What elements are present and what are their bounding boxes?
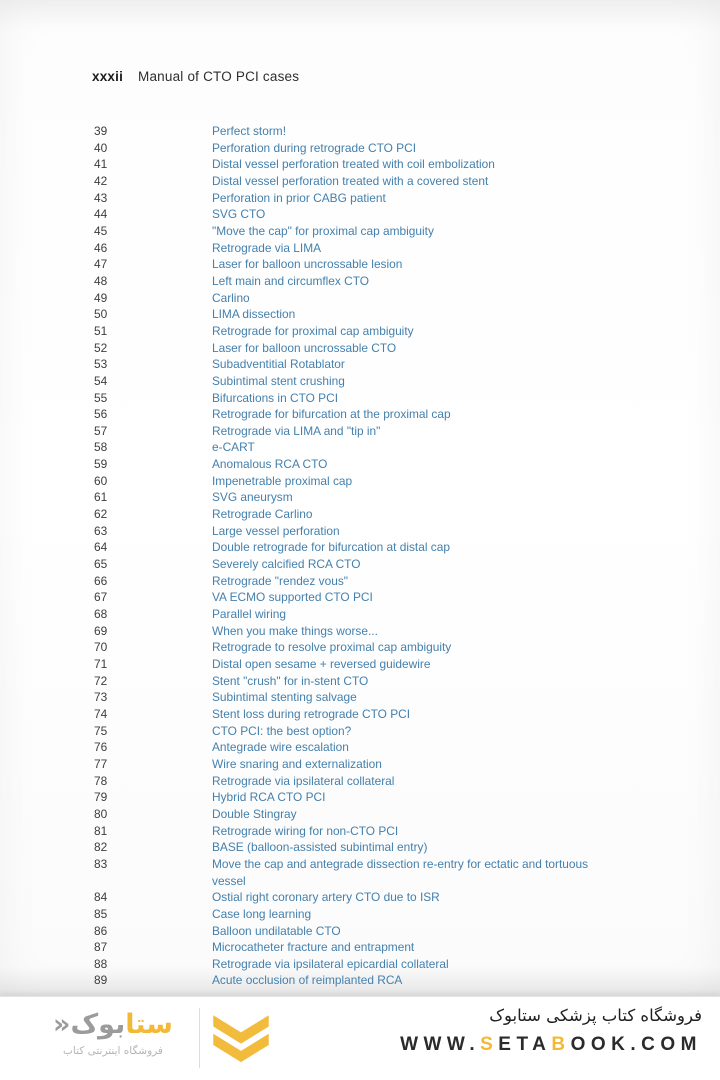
toc-row: [94, 456, 654, 473]
toc-entry-number: 43: [94, 190, 108, 205]
toc-entry-title: Case long learning: [212, 906, 312, 921]
toc-row: [94, 556, 654, 573]
toc-entry-number: 42: [94, 173, 108, 188]
toc-row: [94, 323, 654, 340]
toc-entry-number: 72: [94, 673, 108, 688]
toc-entry-number: 86: [94, 923, 108, 938]
url-part-highlight: S: [480, 1034, 499, 1055]
toc-entry-title: Subadventitial Rotablator: [212, 357, 345, 372]
toc-row: [94, 573, 654, 590]
toc-row: [94, 956, 654, 973]
toc-entry-number: 61: [94, 490, 108, 505]
toc-entry-number: 53: [94, 357, 108, 372]
toc-row: [94, 723, 654, 740]
url-part: ETA: [498, 1034, 552, 1055]
setabook-footer-banner: [0, 996, 720, 1080]
url-part: WWW.: [400, 1034, 481, 1055]
toc-entry-number: 51: [94, 323, 108, 338]
toc-entry-number: 63: [94, 523, 108, 538]
toc-row: [94, 673, 654, 690]
toc-entry-number: 57: [94, 423, 108, 438]
toc-row: [94, 823, 654, 840]
toc-entry-title: Left main and circumflex CTO: [212, 273, 370, 288]
toc-row: [94, 390, 654, 407]
toc-entry-title: Ostial right coronary artery CTO due to ISR: [212, 890, 440, 905]
toc-entry-title: Acute occlusion of reimplanted RCA: [212, 973, 403, 988]
toc-entry-title: Perfect storm!: [212, 124, 287, 138]
toc-row: [94, 240, 654, 257]
toc-entry-number: 62: [94, 507, 108, 522]
toc-entry-title: CTO PCI: the best option?: [212, 723, 352, 738]
toc-row: [94, 123, 654, 140]
toc-entry-title: Double Stingray: [212, 806, 297, 821]
toc-row: [94, 939, 654, 956]
footer-website-url: [400, 1034, 702, 1056]
toc-row: [94, 623, 654, 640]
toc-entry-number: 83: [94, 856, 108, 871]
toc-row: [94, 373, 654, 390]
toc-row: [94, 356, 654, 373]
toc-row: [94, 423, 654, 440]
toc-entry-title: Impenetrable proximal cap: [212, 473, 353, 488]
toc-entry-number: 56: [94, 407, 108, 422]
toc-entry-number: 46: [94, 240, 108, 255]
toc-row: [94, 523, 654, 540]
toc-entry-title: e-CART: [212, 440, 255, 455]
footer-tagline: فروشگاه کتاب پزشکی ستابوک: [489, 1006, 702, 1025]
toc-entry-title: Anomalous RCA CTO: [212, 457, 328, 472]
toc-entry-title: SVG aneurysm: [212, 490, 293, 505]
toc-list: [94, 123, 654, 989]
toc-entry-title: Hybrid RCA CTO PCI: [212, 790, 326, 805]
footer-right-text: [400, 1004, 702, 1056]
wordmark-part-gray: بوک: [70, 1009, 126, 1040]
toc-row: [94, 489, 654, 506]
toc-entry-number: 76: [94, 740, 108, 755]
toc-entry-number: 69: [94, 623, 108, 638]
toc-entry-number: 41: [94, 157, 108, 172]
toc-entry-number: 82: [94, 840, 108, 855]
toc-entry-title: Laser for balloon uncrossable CTO: [212, 340, 397, 355]
toc-row: [94, 156, 654, 173]
toc-entry-number: 71: [94, 657, 108, 671]
toc-entry-number: 52: [94, 340, 108, 355]
toc-entry-title: Retrograde for bifurcation at the proximal cap: [212, 407, 451, 422]
toc-row: [94, 306, 654, 323]
toc-entry-number: 45: [94, 223, 108, 238]
toc-entry-number: 65: [94, 557, 108, 572]
toc-entry-title: Subintimal stenting salvage: [212, 690, 357, 705]
page-number-roman: xxxii: [92, 69, 124, 84]
logo-subtitle: فروشگاه اینترنتی کتاب: [63, 1045, 163, 1057]
toc-row: [94, 473, 654, 490]
toc-row: [94, 190, 654, 207]
toc-row: [94, 290, 654, 307]
toc-row: [94, 639, 654, 656]
toc-entry-title: Laser for balloon uncrossable lesion: [212, 257, 403, 272]
url-part: OOK.COM: [570, 1034, 702, 1055]
toc-entry-number: 40: [94, 140, 108, 155]
toc-entry-title: Perforation during retrograde CTO PCI: [212, 140, 416, 155]
toc-entry-number: 80: [94, 806, 108, 821]
toc-entry-number: 64: [94, 540, 108, 555]
toc-row: [94, 140, 654, 157]
toc-row: [94, 756, 654, 773]
toc-entry-title: Retrograde via LIMA: [212, 240, 322, 255]
toc-entry-title: Balloon undilatable CTO: [212, 923, 341, 938]
toc-entry-title: Wire snaring and externalization: [212, 756, 382, 771]
toc-entry-title: Retrograde for proximal cap ambiguity: [212, 323, 414, 338]
toc-entry-number: 66: [94, 573, 108, 588]
toc-entry-title: Severely calcified RCA CTO: [212, 557, 361, 572]
toc-entry-title: Bifurcations in CTO PCI: [212, 390, 338, 405]
toc-entry-number: 87: [94, 940, 108, 955]
toc-row: [94, 406, 654, 423]
toc-entry-number: 39: [94, 124, 108, 138]
toc-entry-title: Move the cap and antegrade dissection re-entry for ectatic and tortuous vessel: [212, 856, 589, 888]
toc-row: [94, 806, 654, 823]
toc-row: [94, 739, 654, 756]
toc-entry-number: 48: [94, 273, 108, 288]
toc-row: [94, 223, 654, 240]
setabook-emblem-icon: [208, 1006, 274, 1072]
toc-entry-title: Antegrade wire escalation: [212, 740, 349, 755]
toc-entry-title: Subintimal stent crushing: [212, 373, 345, 388]
wordmark-chevron-icon: «: [53, 1009, 71, 1040]
toc-row: [94, 340, 654, 357]
toc-entry-title: Retrograde to resolve proximal cap ambiguity: [212, 640, 452, 655]
toc-entry-title: Retrograde via ipsilateral collateral: [212, 773, 395, 788]
toc-row: [94, 256, 654, 273]
toc-entry-number: 77: [94, 756, 108, 771]
toc-entry-number: 88: [94, 956, 108, 971]
toc-entry-title: Stent loss during retrograde CTO PCI: [212, 706, 411, 721]
toc-entry-number: 55: [94, 390, 108, 405]
toc-entry-title: Double retrograde for bifurcation at distal cap: [212, 540, 450, 555]
toc-entry-number: 59: [94, 457, 108, 472]
toc-row: [94, 839, 654, 856]
toc-entry-title: Distal open sesame + reversed guidewire: [212, 657, 431, 671]
toc-row: [94, 506, 654, 523]
toc-row: [94, 206, 654, 223]
toc-entry-title: Carlino: [212, 290, 250, 305]
toc-entry-title: LIMA dissection: [212, 307, 296, 322]
toc-row: [94, 173, 654, 190]
toc-row: [94, 856, 654, 889]
toc-entry-title: Perforation in prior CABG patient: [212, 190, 386, 205]
running-head: [92, 69, 299, 84]
toc-entry-title: Large vessel perforation: [212, 523, 340, 538]
toc-entry-title: Stent "crush" for in-stent CTO: [212, 673, 369, 688]
toc-row: [94, 656, 654, 673]
toc-entry-number: 79: [94, 790, 108, 805]
toc-row: [94, 706, 654, 723]
toc-row: [94, 606, 654, 623]
toc-row: [94, 906, 654, 923]
toc-row: [94, 773, 654, 790]
toc-entry-title: SVG CTO: [212, 207, 266, 222]
toc-entry-number: 89: [94, 973, 108, 988]
toc-row: [94, 923, 654, 940]
setabook-wordmark: [34, 1008, 192, 1042]
toc-entry-number: 60: [94, 473, 108, 488]
toc-entry-title: Distal vessel perforation treated with a covered stent: [212, 173, 489, 188]
toc-entry-number: 50: [94, 307, 108, 322]
toc-entry-number: 84: [94, 890, 108, 905]
toc-entry-number: 74: [94, 706, 108, 721]
toc-entry-title: VA ECMO supported CTO PCI: [212, 590, 373, 605]
url-part-highlight: B: [551, 1034, 571, 1055]
toc-row: [94, 539, 654, 556]
running-title: Manual of CTO PCI cases: [138, 69, 300, 84]
toc-entry-title: Parallel wiring: [212, 607, 287, 622]
toc-entry-title: Retrograde via ipsilateral epicardial collateral: [212, 956, 449, 971]
toc-entry-number: 49: [94, 290, 108, 305]
footer-divider: [199, 1008, 200, 1068]
toc-row: [94, 439, 654, 456]
toc-entry-number: 78: [94, 773, 108, 788]
toc-entry-title: BASE (balloon-assisted subintimal entry): [212, 840, 428, 855]
wordmark-part-yellow: ستا: [125, 1009, 173, 1040]
toc-entry-number: 54: [94, 373, 108, 388]
toc-row: [94, 589, 654, 606]
toc-entry-title: Retrograde "rendez vous": [212, 573, 349, 588]
toc-entry-number: 47: [94, 257, 108, 272]
toc-row: [94, 789, 654, 806]
toc-entry-number: 73: [94, 690, 108, 705]
toc-entry-title: Distal vessel perforation treated with coil embolization: [212, 157, 495, 172]
toc-entry-number: 68: [94, 607, 108, 622]
toc-entry-number: 44: [94, 207, 108, 222]
toc-entry-title: Retrograde via LIMA and "tip in": [212, 423, 381, 438]
toc-entry-number: 70: [94, 640, 108, 655]
toc-row: [94, 972, 654, 989]
toc-row: [94, 889, 654, 906]
toc-entry-title: Retrograde Carlino: [212, 507, 313, 522]
toc-entry-title: When you make things worse...: [212, 623, 378, 638]
toc-entry-number: 75: [94, 723, 108, 738]
toc-entry-title: "Move the cap" for proximal cap ambiguity: [212, 223, 434, 238]
toc-entry-title: Microcatheter fracture and entrapment: [212, 940, 415, 955]
toc-row: [94, 689, 654, 706]
toc-entry-title: Retrograde wiring for non-CTO PCI: [212, 823, 399, 838]
toc-entry-number: 81: [94, 823, 108, 838]
toc-entry-number: 67: [94, 590, 108, 605]
toc-entry-number: 58: [94, 440, 108, 455]
toc-entry-number: 85: [94, 906, 108, 921]
setabook-logo: [34, 1008, 192, 1057]
toc-row: [94, 273, 654, 290]
